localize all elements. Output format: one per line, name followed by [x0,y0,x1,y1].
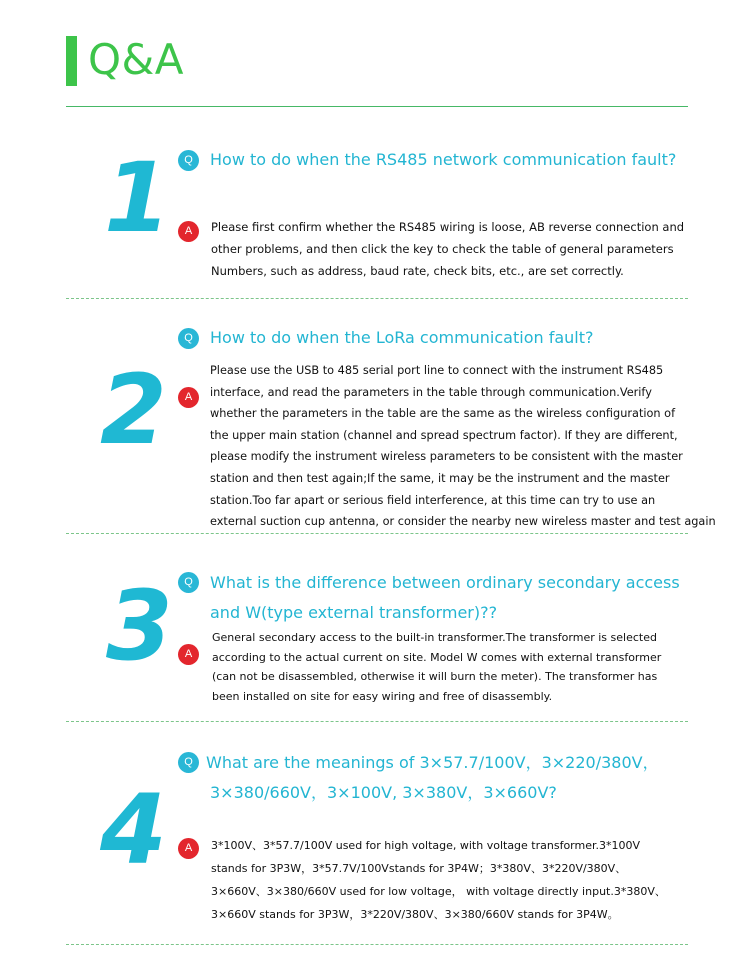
title-accent-bar [66,36,77,86]
question-line: What is the difference between ordinary secondary access [210,573,680,592]
section-divider [66,944,688,945]
section-divider [66,298,688,299]
item-number: 4 [100,774,167,886]
question-text [210,145,676,175]
answer-badge: A [178,221,199,242]
item-number: 3 [106,570,173,682]
answer-line: been installed on site for easy wiring and free of disassembly. [212,689,553,703]
question-badge: Q [178,150,199,171]
answer-badge: A [178,644,199,665]
answer-text [211,216,684,282]
answer-text [210,360,716,533]
answer-line: other problems, and then click the key to check the table of general parameters [211,242,674,256]
question-line: How to do when the RS485 network communication fault? [210,150,677,169]
answer-badge: A [178,838,199,859]
answer-text [212,628,661,706]
question-line: How to do when the LoRa communication fault? [210,328,594,347]
answer-line: Please first confirm whether the RS485 wiring is loose, AB reverse connection and [211,220,685,234]
answer-line: 3×660V stands for 3P3W，3*220V/380V、3×380/660V stands for 3P4W。 [211,908,619,921]
section-divider [66,721,688,722]
question-text [206,748,659,808]
answer-line: station.Too far apart or serious field interference, at this time can try to use an [210,493,656,507]
item-number: 2 [100,354,167,466]
answer-text [211,834,666,926]
question-badge: Q [178,752,199,773]
question-line: and W(type external transformer)?? [210,603,498,622]
answer-line: 3*100V、3*57.7/100V used for high voltage, with voltage transformer.3*100V [211,839,641,852]
answer-line: the upper main station (channel and spread spectrum factor). If they are different, [210,428,678,442]
answer-line: stands for 3P3W，3*57.7V/100Vstands for 3P4W；3*380V、3*220V/380V、 [211,862,627,875]
answer-line: Numbers, such as address, baud rate, check bits, etc., are set correctly. [211,264,624,278]
answer-line: General secondary access to the built-in transformer.The transformer is selected [212,631,657,644]
answer-line: according to the actual current on site. Model W comes with external transformer [212,650,662,664]
question-text [210,323,594,353]
answer-line: 3×660V、3×380/660V used for low voltage， with voltage directly input.3*380V、 [211,885,666,898]
item-number: 1 [104,142,171,254]
answer-line: (can not be disassembled, otherwise it will burn the meter). The transformer has [212,670,658,683]
question-badge: Q [178,328,199,349]
answer-line: please modify the instrument wireless parameters to be consistent with the master [210,450,683,464]
header-divider [66,106,688,107]
question-badge: Q [178,572,199,593]
page-title: Q&A [88,35,185,84]
answer-badge: A [178,387,199,408]
section-divider [66,533,688,534]
answer-line: whether the parameters in the table are the same as the wireless configuration of [210,407,676,421]
answer-line: Please use the USB to 485 serial port line to connect with the instrument RS485 [210,364,664,377]
question-text [210,568,680,628]
answer-line: interface, and read the parameters in the table through communication.Verify [210,385,652,399]
answer-line: station and then test again;If the same, it may be the instrument and the master [210,471,670,485]
question-line: 3×380/660V，3×100V, 3×380V，3×660V? [210,783,557,802]
answer-line: external suction cup antenna, or consider the nearby new wireless master and test again [210,515,716,529]
question-line: What are the meanings of 3×57.7/100V，3×220/380V， [206,753,659,772]
